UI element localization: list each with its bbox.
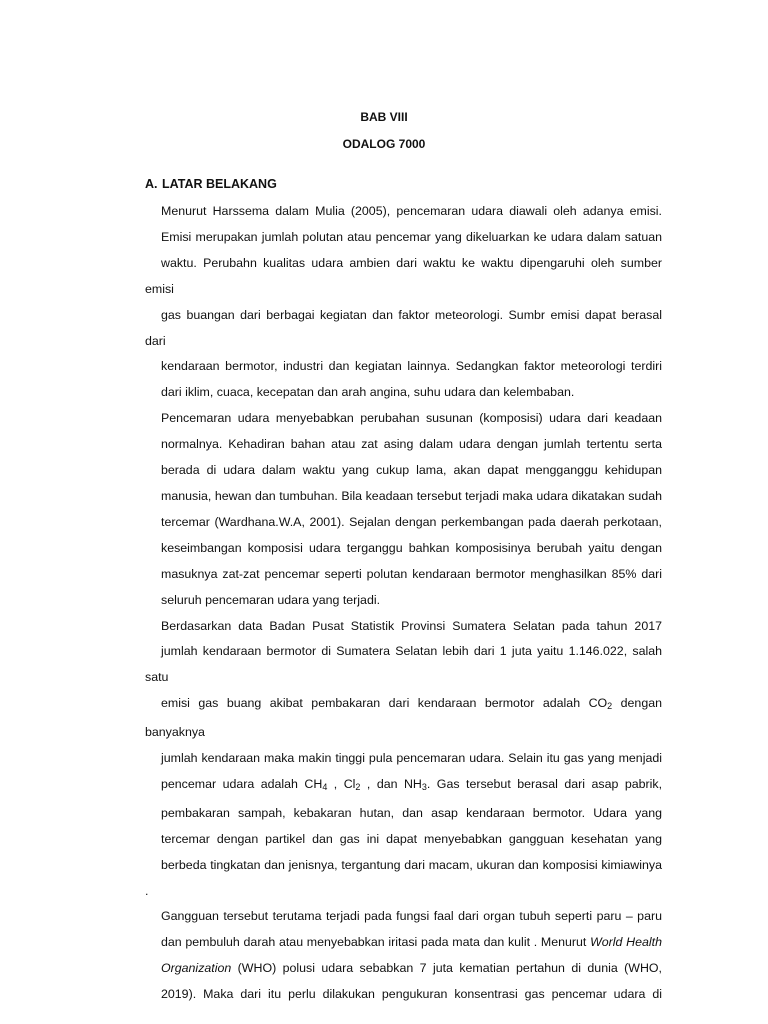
text-line [145,772,662,801]
text-segment: dengan banyaknya [145,696,662,740]
text-line: waktu. Perubahn kualitas udara ambien dari waktu ke waktu dipengaruhi oleh sumber emisi [145,255,662,296]
text-line: gas buangan dari berbagai kegiatan dan faktor meteorologi. Sumbr emisi dapat berasal dari [145,307,662,348]
text-line: jumlah kendaraan maka makin tinggi pula pencemaran udara. Selain itu gas yang menjadi [161,751,662,766]
text-segment: pencemar udara adalah CH [161,776,323,791]
text-line: Berdasarkan data Badan Pusat Statistik Provinsi Sumatera Selatan pada tahun 2017 [161,618,662,633]
text-segment: . Gas tersebut berasal dari asap pabrik, [426,776,663,791]
text-line: jumlah kendaraan bermotor di Sumatera Selatan lebih dari 1 juta yaitu 1.146.022, salah satu [145,644,662,685]
text-line: tercemar (Wardhana.W.A, 2001). Sejalan dengan perkembangan pada daerah perkotaan, [161,514,662,529]
text-segment: (WHO) polusi udara sebabkan 7 juta kematian pertahun di dunia (WHO, [231,961,662,976]
paragraph-1 [145,199,662,406]
text-line: Menurut Harssema dalam Mulia (2005), pencemaran udara diawali oleh adanya emisi. [161,204,662,218]
text-line: seluruh pencemaran udara yang terjadi. [161,592,381,607]
chapter-subtitle: ODALOG 7000 [342,137,426,151]
paragraph-3 [145,614,662,1009]
paragraph-2 [145,406,662,613]
section-number: A. [145,177,158,191]
text-line: berada di udara dalam waktu yang cukup lama, akan dapat mengganggu kehidupan [161,463,662,478]
italic-term: Organization [161,961,232,976]
text-line: Gangguan tersebut terutama terjadi pada fungsi faal dari organ tubuh seperti paru – paru [161,909,662,924]
italic-term: World Health [590,935,662,950]
text-segment: emisi gas buang akibat pembakaran dari kendaraan bermotor adalah CO [161,696,608,711]
text-line: manusia, hewan dan tumbuhan. Bila keadaan tersebut terjadi maka udara dikatakan sudah [161,488,662,503]
text-line: keseimbangan komposisi udara terganggu bahkan komposisinya berubah yaitu dengan [161,540,662,555]
chem-subscript: 2 [355,781,361,792]
text-line: 2019). Maka dari itu perlu dilakukan pengukuran konsentrasi gas pencemar udara di [161,987,662,1002]
chapter-title: BAB VIII [360,110,408,124]
section-heading [145,177,277,191]
text-line: dari iklim, cuaca, kecepatan dan arah angina, suhu udara dan kelembaban. [161,385,575,400]
chem-subscript: 4 [322,781,328,792]
section-label: LATAR BELAKANG [162,177,277,191]
text-line [145,930,662,956]
text-line: normalnya. Kehadiran bahan atau zat asing dalam udara dengan jumlah tertentu serta [161,437,662,452]
chem-subscript: 3 [421,781,427,792]
text-line: berbeda tingkatan dan jenisnya, tergantung dari macam, ukuran dan komposisi kimiawinya . [145,857,662,898]
text-line [145,956,662,982]
document-body [145,199,662,1008]
text-line: Pencemaran udara menyebabkan perubahan susunan (komposisi) udara dari keadaan [161,411,662,426]
text-line: pembakaran sampah, kebakaran hutan, dan asap kendaraan bermotor. Udara yang [161,805,662,820]
text-segment: dan pembuluh darah atau menyebabkan iritasi pada mata dan kulit . Menurut [161,935,591,950]
chem-subscript: 2 [607,701,613,712]
text-line [145,691,662,746]
text-line: masuknya zat-zat pencemar seperti polutan kendaraan bermotor menghasilkan 85% dari [161,566,662,581]
text-line: tercemar dengan partikel dan gas ini dapat menyebabkan gangguan kesehatan yang [161,831,662,846]
text-segment: , dan NH [360,776,422,791]
text-line: kendaraan bermotor, industri dan kegiatan lainnya. Sedangkan faktor meteorologi terdiri [161,359,662,374]
text-segment: , Cl [327,776,356,791]
text-line: Emisi merupakan jumlah polutan atau pencemar yang dikeluarkan ke udara dalam satuan [161,229,662,244]
